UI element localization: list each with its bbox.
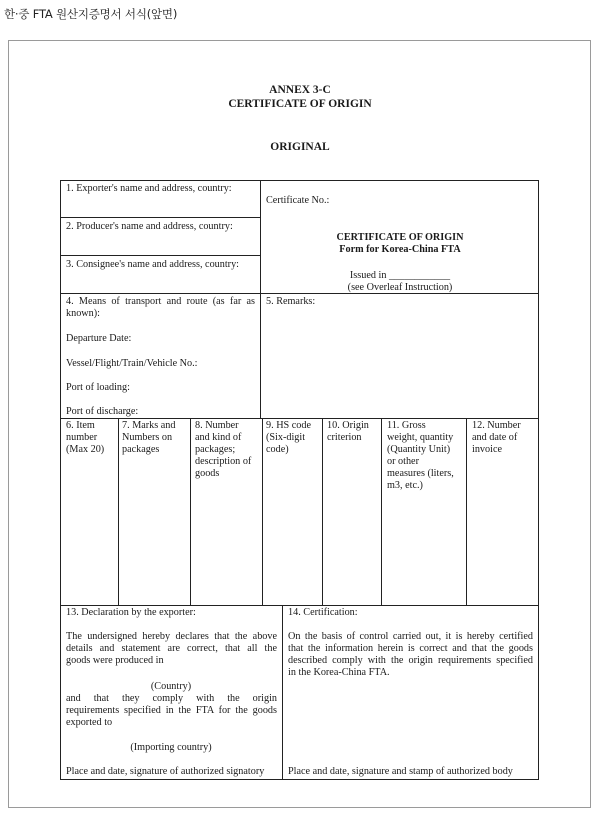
col11-line: (Quantity Unit) [387,444,451,455]
col8-line: and kind of [195,432,242,443]
bottom-divider [282,605,283,780]
overleaf-instruction: (see Overleaf Instruction) [347,282,453,293]
authority-signature-label: Place and date, signature and stamp of authorized body [288,766,513,777]
row-line-2 [60,255,260,256]
col-divider-9 [262,418,263,605]
declaration-line: exported to [66,717,113,728]
top-divider [260,180,261,418]
col11-line: m3, etc.) [387,480,423,491]
declaration-line: goods were produced in [66,655,164,666]
certificate-title: CERTIFICATE OF ORIGIN [336,232,464,243]
declaration-line: details and statement are correct, that all the [66,643,277,654]
col9-line: 9. HS code [266,420,311,431]
exporter-signature-label: Place and date, signature of authorized signatory [66,766,265,777]
col-divider-7 [118,418,119,605]
country-placeholder: (Country) [150,681,192,692]
col10-line: criterion [327,432,362,443]
port-discharge-label: Port of discharge: [66,406,139,417]
field-consignee: 3. Consignee's name and address, country: [66,259,240,270]
col9-line: (Six-digit [266,432,306,443]
col12-line: and date of [472,432,518,443]
certificate-number-label: Certificate No.: [266,195,330,206]
col8-line: packages; [195,444,236,455]
col10-line: 10. Origin [327,420,369,431]
col-divider-8 [190,418,191,605]
col9-line: code) [266,444,289,455]
col12-line: invoice [472,444,502,455]
field-transport-line1: 4. Means of transport and route (as far as [66,296,255,307]
document-title: CERTIFICATE OF ORIGIN [228,98,372,110]
col11-line: measures (liters, [387,468,454,479]
field-producer: 2. Producer's name and address, country: [66,221,233,232]
col7-line: packages [122,444,160,455]
col6-line: 6. Item [66,420,95,431]
departure-date-label: Departure Date: [66,333,132,344]
importing-country-placeholder: (Importing country) [130,742,212,753]
col-divider-11 [381,418,382,605]
certification-title: 14. Certification: [288,607,358,618]
col8-line: goods [195,468,220,479]
declaration-line: The undersigned hereby declares that the above [66,631,277,642]
certification-line: On the basis of control carried out, it is hereby certified [288,631,533,642]
col11-line: weight, quantity [387,432,454,443]
row-line-5 [60,605,539,606]
col8-line: description of [195,456,252,467]
certification-line: in the Korea-China FTA. [288,667,390,678]
col12-line: 12. Number [472,420,521,431]
annex-heading: ANNEX 3-C [269,84,331,96]
col6-line: number [66,432,98,443]
col7-line: 7. Marks and [122,420,176,431]
col-divider-10 [322,418,323,605]
declaration-line: and that they comply with the origin [66,693,277,704]
col11-line: 11. Gross [387,420,426,431]
col6-line: (Max 20) [66,444,105,455]
port-loading-label: Port of loading: [66,382,130,393]
field-remarks: 5. Remarks: [266,296,316,307]
issued-in-label: Issued in ____________ [349,270,451,281]
row-line-1 [60,217,260,218]
certification-line: described comply with the origin requirements specified [288,655,533,666]
col-divider-12 [466,418,467,605]
vessel-label: Vessel/Flight/Train/Vehicle No.: [66,358,198,369]
declaration-title: 13. Declaration by the exporter: [66,607,196,618]
col8-line: 8. Number [195,420,239,431]
original-label: ORIGINAL [270,141,330,153]
col11-line: or other [387,456,419,467]
certificate-form-name: Form for Korea-China FTA [339,244,461,255]
certification-line: that the information herein is correct and that the goods [288,643,533,654]
document-caption: 한·중 FTA 원산지증명서 서식(앞면) [4,7,178,21]
declaration-line: requirements specified in the FTA for the goods [66,705,277,716]
field-exporter: 1. Exporter's name and address, country: [66,183,232,194]
col7-line: Numbers on [122,432,173,443]
field-transport-line2: known): [66,308,100,319]
